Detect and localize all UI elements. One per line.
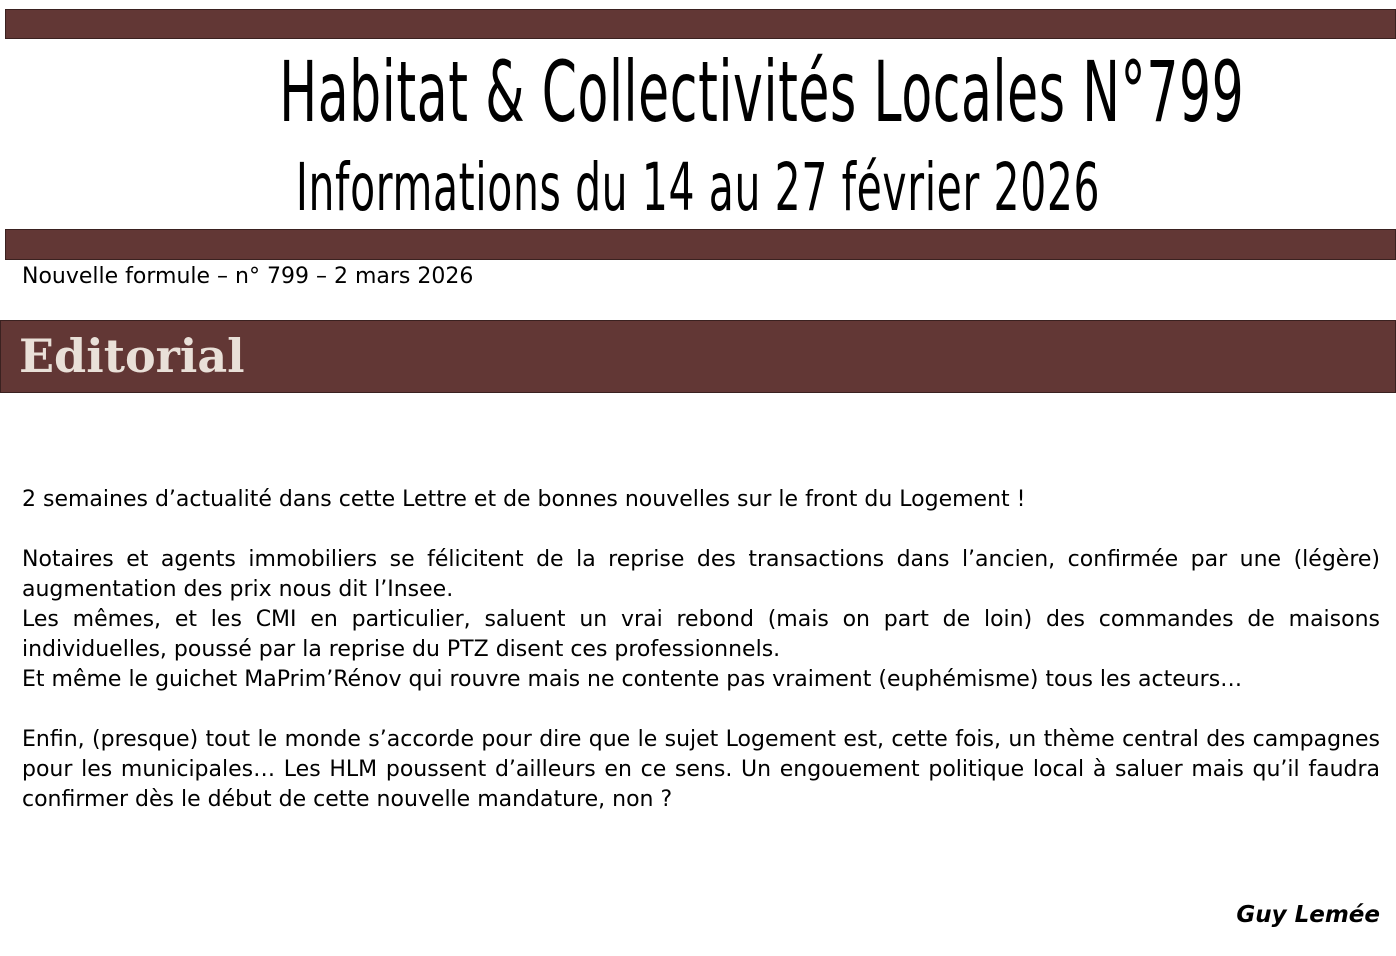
editorial-paragraph: Et même le guichet MaPrim’Rénov qui rouvre mais ne contente pas vraiment (euphémisme) tous les acteurs… <box>22 667 1243 692</box>
edition-line: Nouvelle formule – n° 799 – 2 mars 2026 <box>22 264 474 289</box>
editorial-lead: 2 semaines d’actualité dans cette Lettre et de bonnes nouvelles sur le front du Logement ! <box>22 487 1026 512</box>
masthead-bottom-bar <box>5 229 1396 260</box>
masthead-subtitle: Informations du 14 au 27 février 2026 <box>295 149 1101 226</box>
section-title: Editorial <box>19 329 245 383</box>
masthead-top-bar <box>5 9 1396 39</box>
editorial-paragraph: Notaires et agents immobiliers se félicitent de la reprise des transactions dans l’ancien, confirmée par une (légère) augmentation des prix nous dit l’Insee. <box>22 547 1380 602</box>
masthead-title: Habitat & Collectivités Locales N°799 <box>279 43 1245 141</box>
author-signature: Guy Lemée <box>1236 902 1380 928</box>
paragraph-spacer <box>22 695 1380 725</box>
section-banner <box>0 320 1396 393</box>
editorial-paragraph: Enfin, (presque) tout le monde s’accorde pour dire que le sujet Logement est, cette fois, un thème central des campagnes pour les municipales… Les HLM poussent d’ailleurs en ce sens. Un engouement politique local à saluer mais qu’il faudra confirmer dès le début de cette nouvelle mandature, non ? <box>22 727 1380 812</box>
editorial-paragraph: Les mêmes, et les CMI en particulier, saluent un vrai rebond (mais on part de loin) des commandes de maisons individuelles, poussé par la reprise du PTZ disent ces professionnels. <box>22 607 1380 662</box>
editorial-body <box>22 485 1380 815</box>
